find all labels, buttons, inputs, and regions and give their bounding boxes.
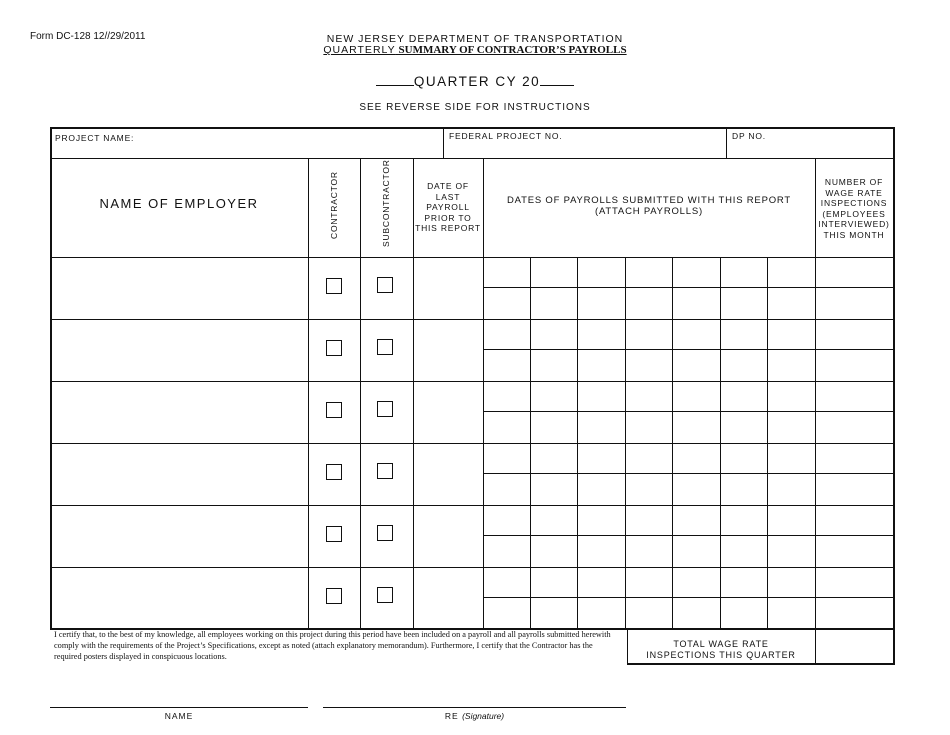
re-signature-label (323, 711, 626, 721)
quarter-label: QUARTER CY 20 (413, 74, 541, 89)
quarter-blank[interactable] (376, 73, 414, 86)
subcontractor-header: SUBCONTRACTOR (381, 159, 391, 247)
project-divider-1 (443, 127, 444, 158)
subcontractor-checkbox-5[interactable] (377, 525, 393, 541)
employer-row-bottom-1 (50, 319, 895, 320)
contractor-checkbox-6[interactable] (326, 588, 342, 604)
total-wage-rate-line-2: INSPECTIONS THIS QUARTER (646, 649, 796, 660)
subcontractor-checkbox-2[interactable] (377, 339, 393, 355)
header-row-bottom (50, 257, 895, 258)
year-blank[interactable] (540, 73, 574, 86)
signature-hint: (Signature) (462, 711, 505, 721)
payroll-date-half-line-6 (483, 597, 893, 598)
re-label: RE (444, 711, 459, 721)
subcontractor-checkbox-1[interactable] (377, 277, 393, 293)
total-wage-rate-value-cell[interactable] (817, 631, 892, 662)
employer-row-bottom-2 (50, 381, 895, 382)
column-divider-3 (413, 158, 414, 629)
date-of-last-payroll-header (413, 181, 483, 234)
name-of-employer-header: NAME OF EMPLOYER (99, 196, 259, 211)
form-title (0, 44, 950, 56)
employer-name-cell-1[interactable] (52, 259, 306, 318)
column-divider-5 (815, 158, 816, 629)
date-of-last-payroll-line-1: DATE OF (427, 181, 469, 191)
employer-row-bottom-5 (50, 567, 895, 568)
wage-rate-inspections-line-1: NUMBER OF (824, 177, 884, 187)
dates-of-payrolls-header (483, 196, 815, 217)
payroll-date-half-line-2 (483, 349, 893, 350)
wage-rate-inspections-header (815, 177, 893, 240)
instructions-note: SEE REVERSE SIDE FOR INSTRUCTIONS (359, 102, 591, 113)
contractor-checkbox-1[interactable] (326, 278, 342, 294)
dp-no-field[interactable]: DP NO. (732, 131, 766, 141)
totals-box-bottom (627, 663, 895, 665)
contractor-checkbox-5[interactable] (326, 526, 342, 542)
date-of-last-payroll-line-2: LAST (435, 191, 461, 202)
project-name-field[interactable]: PROJECT NAME: (55, 133, 135, 143)
federal-project-no-field[interactable]: FEDERAL PROJECT NO. (449, 131, 563, 141)
column-divider-2 (360, 158, 361, 629)
certification-statement: I certify that, to the best of my knowledge, all employees working on this project during this period have been included on a payroll and all payrolls submitted herewith comply with the requirements of the Project’s Specifications, except as noted (attach explanatory memorandum). Furthermore, I certify that the Contractor has the required posters displayed in conspicuous locations. (54, 630, 611, 661)
date-of-last-payroll-line-5: THIS REPORT (415, 223, 481, 233)
form-title-prefix: QUARTERLY (323, 44, 396, 56)
date-of-last-payroll-line-4: PRIOR TO (424, 212, 472, 223)
payroll-date-half-line-5 (483, 535, 893, 536)
totals-box-divider (815, 629, 816, 664)
total-wage-rate-label (627, 639, 815, 660)
employer-name-cell-4[interactable] (52, 445, 306, 504)
payroll-date-half-line-1 (483, 287, 893, 288)
wage-rate-inspections-line-4: (EMPLOYEES (822, 208, 886, 219)
name-signature-line[interactable] (50, 707, 308, 708)
wage-rate-inspections-line-6: THIS MONTH (823, 229, 885, 240)
project-row-bottom (50, 158, 895, 159)
table-right-border (893, 127, 895, 664)
subcontractor-checkbox-4[interactable] (377, 463, 393, 479)
department-heading: NEW JERSEY DEPARTMENT OF TRANSPORTATION (326, 33, 624, 45)
employer-name-cell-5[interactable] (52, 507, 306, 566)
wage-rate-inspections-line-5: INTERVIEWED) (818, 219, 890, 229)
project-divider-2 (726, 127, 727, 158)
wage-rate-inspections-line-2: WAGE RATE (825, 187, 883, 198)
contractor-checkbox-3[interactable] (326, 402, 342, 418)
form-id: Form DC-128 12//29/2011 (30, 31, 146, 42)
form-title-suffix: SUMMARY OF CONTRACTOR’S PAYROLLS (398, 44, 627, 56)
payroll-date-half-line-4 (483, 473, 893, 474)
dates-of-payrolls-line-2: (ATTACH PAYROLLS) (595, 205, 703, 217)
quarter-line (0, 73, 950, 89)
total-wage-rate-line-1: TOTAL WAGE RATE (673, 639, 769, 649)
table-top-border (50, 127, 895, 129)
payroll-summary-table (50, 127, 895, 664)
employer-name-cell-2[interactable] (52, 321, 306, 380)
employer-name-cell-6[interactable] (52, 569, 306, 628)
contractor-checkbox-4[interactable] (326, 464, 342, 480)
subcontractor-checkbox-3[interactable] (377, 401, 393, 417)
date-of-last-payroll-line-3: PAYROLL (426, 202, 470, 212)
employer-row-bottom-3 (50, 443, 895, 444)
column-divider-1 (308, 158, 309, 629)
re-signature-line[interactable] (323, 707, 626, 708)
employer-name-cell-3[interactable] (52, 383, 306, 442)
column-divider-4 (483, 158, 484, 629)
wage-rate-inspections-line-3: INSPECTIONS (820, 198, 888, 208)
contractor-checkbox-2[interactable] (326, 340, 342, 356)
subcontractor-checkbox-6[interactable] (377, 587, 393, 603)
dates-of-payrolls-line-1: DATES OF PAYROLLS SUBMITTED WITH THIS REPORT (507, 195, 791, 206)
payroll-date-half-line-3 (483, 411, 893, 412)
employer-row-bottom-4 (50, 505, 895, 506)
contractor-header: CONTRACTOR (329, 171, 339, 239)
name-label: NAME (164, 711, 194, 721)
